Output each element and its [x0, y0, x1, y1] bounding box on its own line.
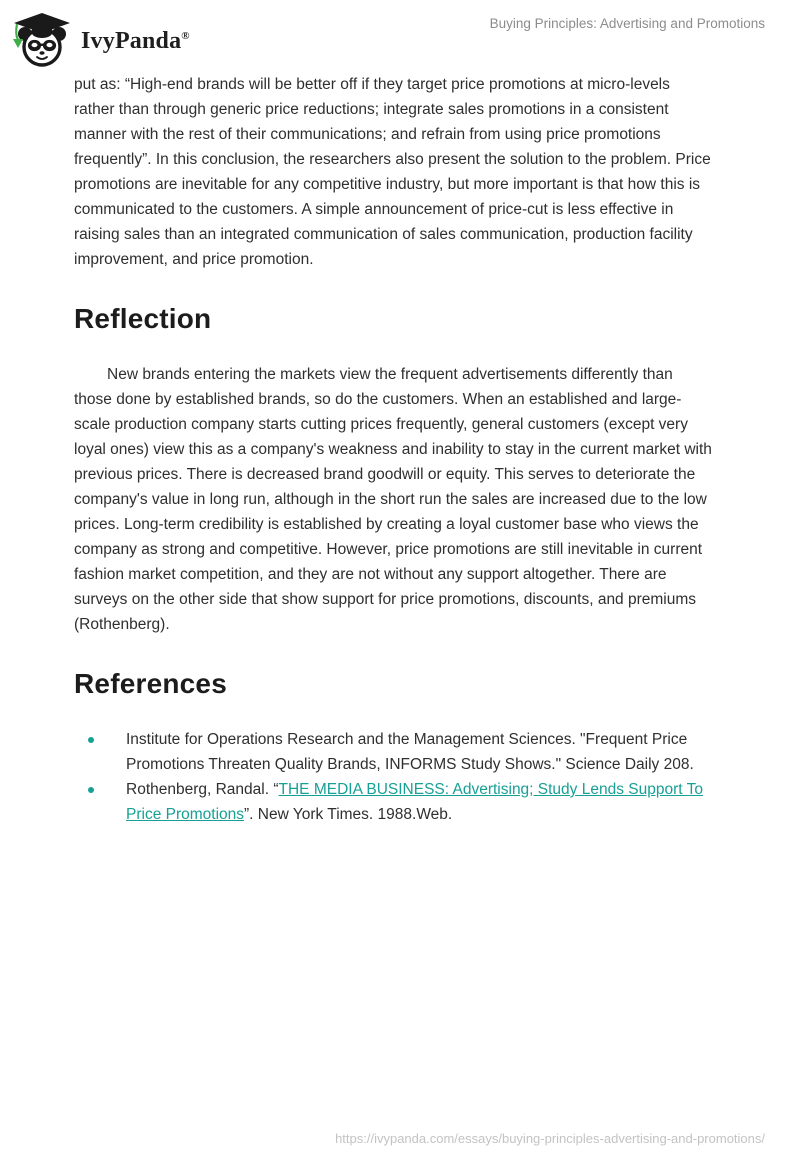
reference-text: Institute for Operations Research and the Management Sciences. "Frequent Price Promotions Threaten Quality Brands, INFORMS Study Shows." Science Daily 208. [126, 731, 694, 773]
heading-reflection: Reflection [74, 303, 212, 334]
page-header [0, 0, 800, 64]
registered-trademark: ® [181, 30, 190, 42]
references-list [74, 727, 714, 827]
reference-link[interactable]: THE MEDIA BUSINESS: Advertising; Study Lends Support To Price Promotions [126, 781, 703, 823]
document-title: Buying Principles: Advertising and Promotions [489, 16, 765, 31]
bullet-icon [88, 787, 94, 793]
source-url: https://ivypanda.com/essays/buying-principles-advertising-and-promotions/ [335, 1131, 765, 1146]
document-body [0, 64, 800, 827]
paragraph-reflection: New brands entering the markets view the frequent advertisements differently than those done by established brands, so do the customers. When an established and large-scale production company starts cutting prices frequently, general customers (except very loyal ones) view this as a company's weakness and inability to stay in the current market with previous prices. There is decreased brand goodwill or equity. This serves to deteriorate the company's value in long run, although in the short run the sales are increased due to the low prices. Long-term credibility is established by creating a loyal customer base who views the company as strong and competitive. However, price promotions are still inevitable in current fashion market competition, and they are not without any support altogether. There are surveys on the other side that show support for price promotions, discounts, and premiums (Rothenberg). [74, 366, 712, 633]
panda-graduation-cap-icon [10, 11, 72, 67]
bullet-icon [88, 737, 94, 743]
paragraph-conclusion: put as: “High-end brands will be better off if they target price promotions at micro-levels rather than through generic price reductions; integrate sales promotions in a consistent manner with the rest of their communications; and refrain from using price promotions frequently”. In this conclusion, the researchers also present the solution to the problem. Price promotions are inevitable for any competitive industry, but more important is that how this is communicated to the customers. A simple announcement of price-cut is less effective in raising sales than an integrated communication of sales communication, production facility improvement, and price promotion. [74, 76, 711, 268]
brand-name: IvyPanda® [81, 28, 190, 54]
heading-references: References [74, 668, 227, 699]
reference-item [74, 727, 714, 777]
reference-item [74, 777, 714, 827]
reference-text-pre: Rothenberg, Randal. “ [126, 781, 279, 798]
brand-logo [10, 8, 190, 69]
reference-text-post: ”. New York Times. 1988.Web. [244, 806, 453, 823]
